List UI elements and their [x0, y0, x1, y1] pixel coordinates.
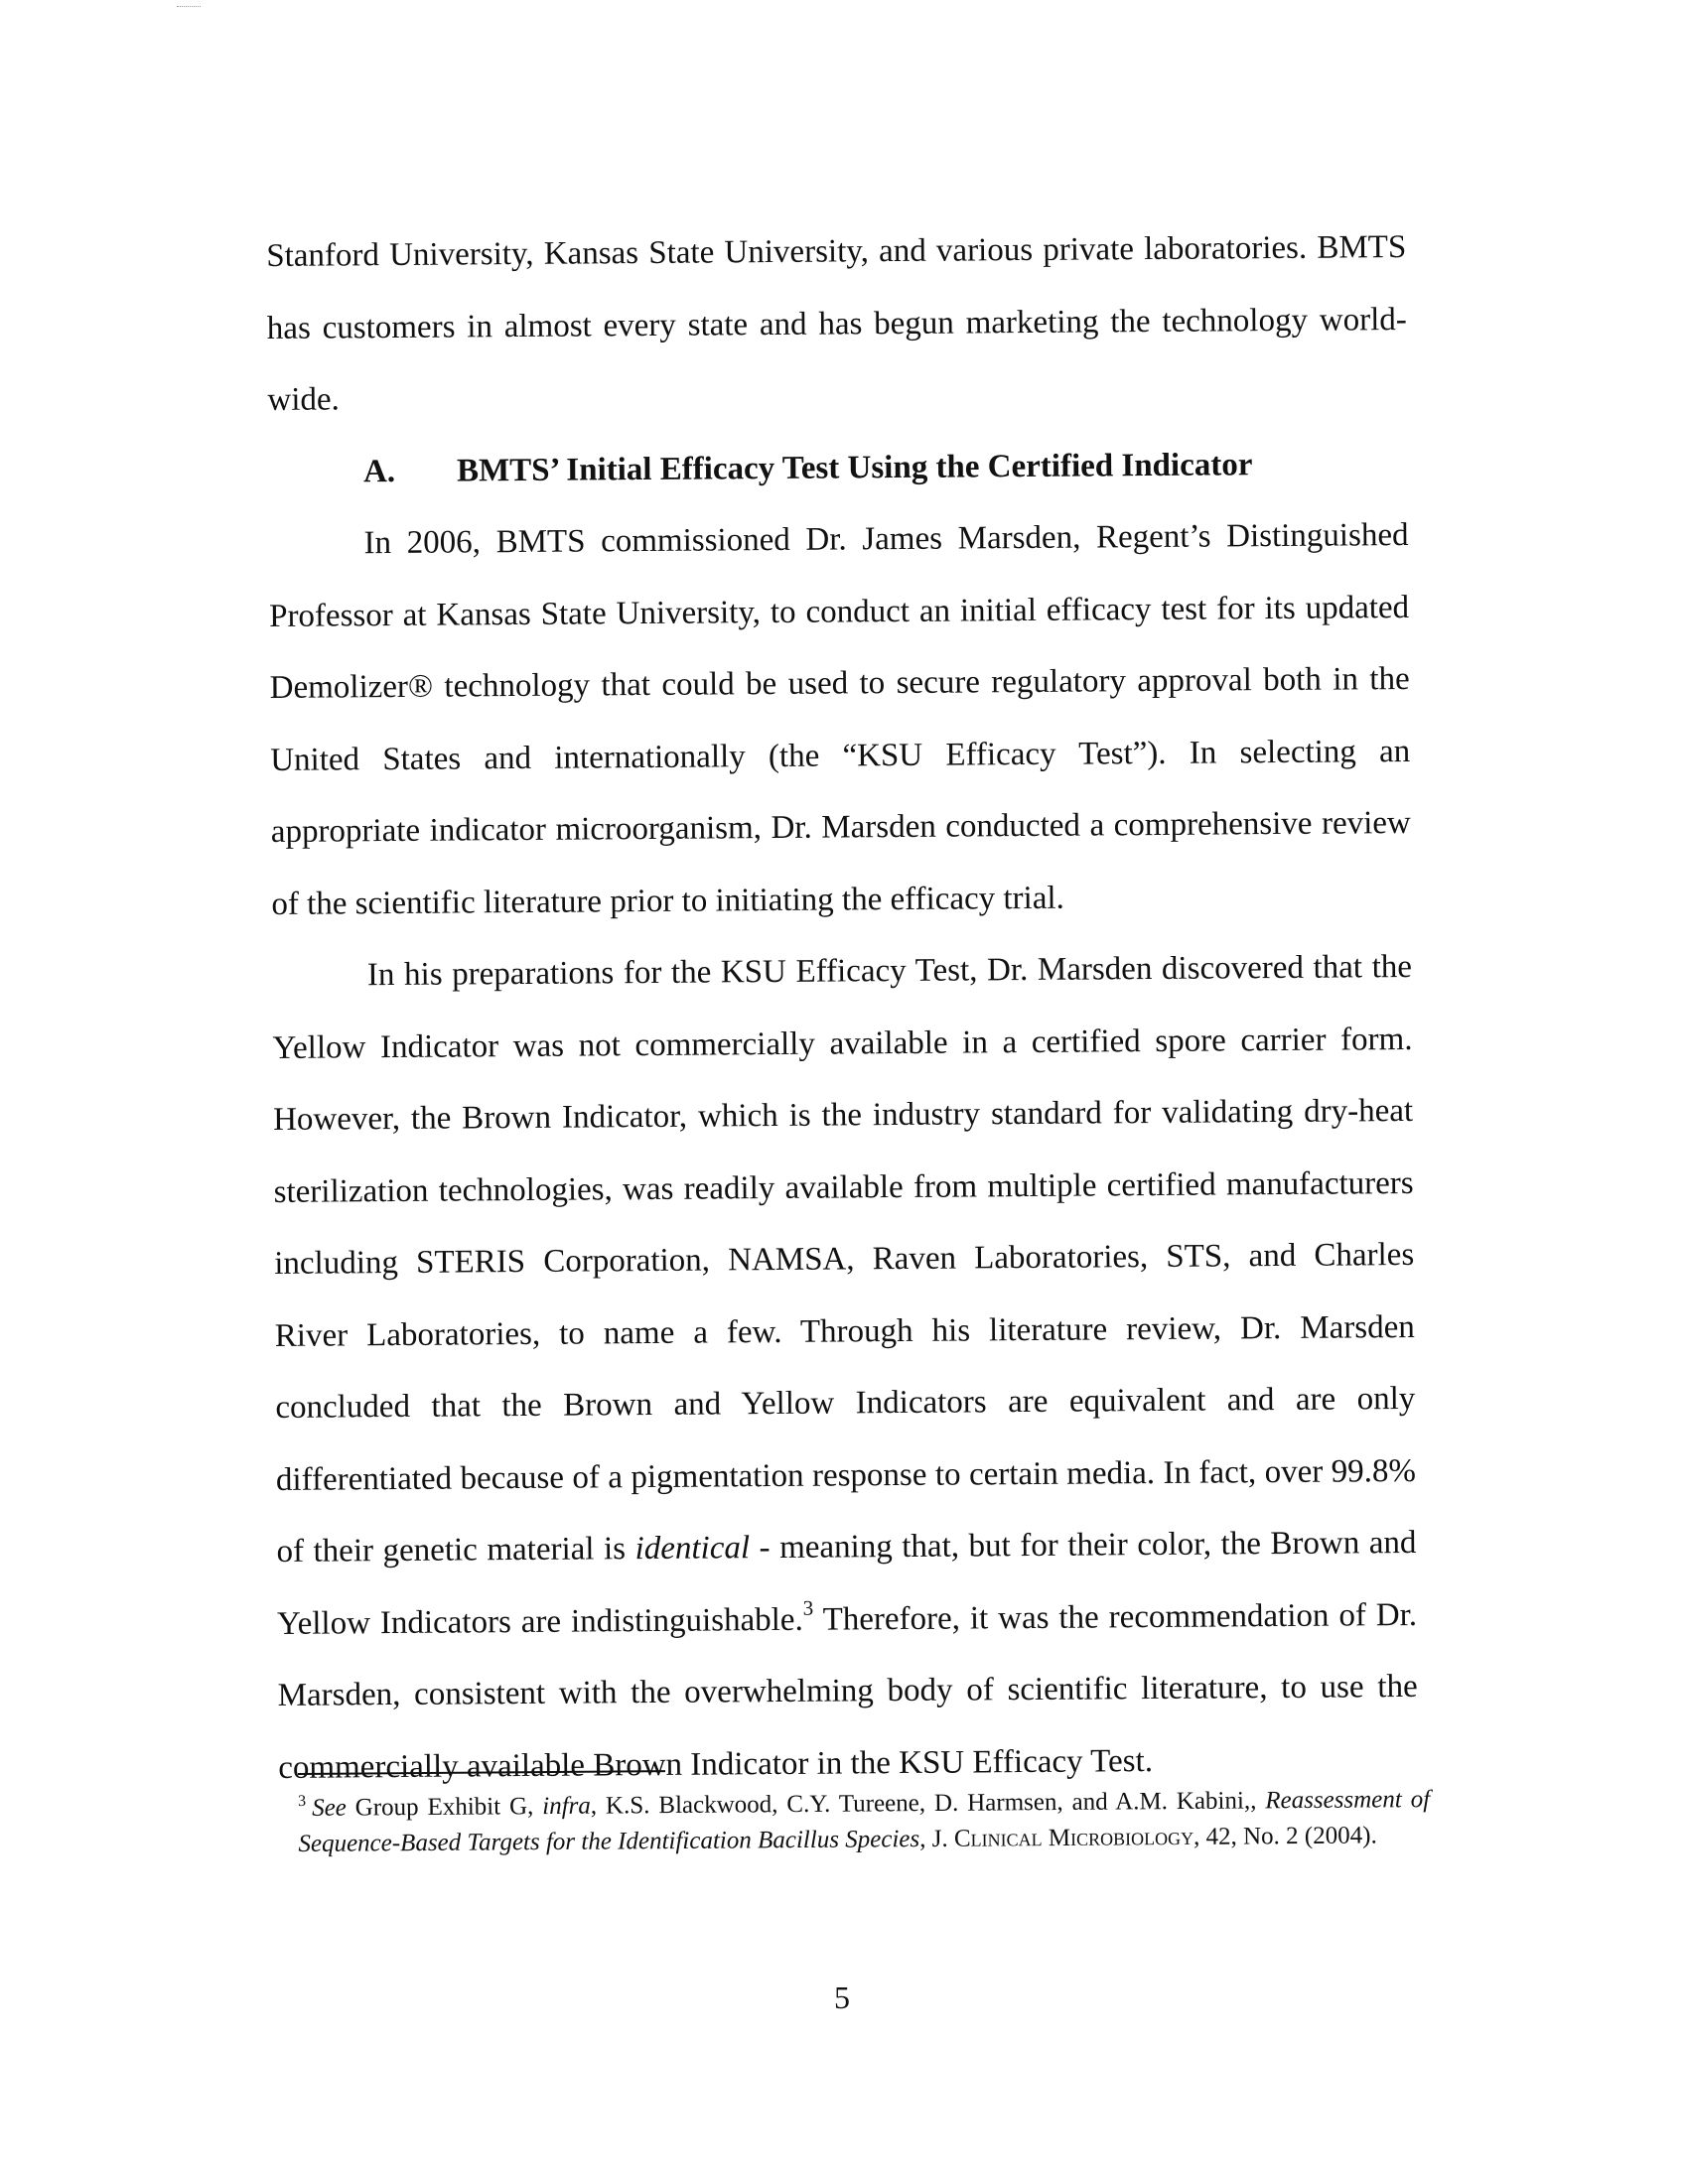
- scan-artifact-mark: [177, 6, 201, 7]
- footnote-journal-name: Clinical Microbiology: [953, 1823, 1194, 1852]
- footnote-group-exhibit: Group Exhibit G,: [346, 1793, 543, 1822]
- footnote-infra: infra: [542, 1792, 591, 1821]
- footnote-3: [298, 1782, 1431, 1862]
- paragraph-3-text-after: - meaning that, but for their color, the Brown and Yellow Indicators are indistinguishable.: [276, 1524, 1417, 1642]
- paragraph-3-text-before: In his preparations for the KSU Efficacy Test, Dr. Marsden discovered that the Yellow Indicator was not commercially available in a certified spore carrier form. However, the Brown Indicator, which is the industry standard for validating dry-heat sterilization technologies, was readily available from multiple certified manufacturers including STERIS Corporation, NAMSA, Raven Laboratories, STS, and Charles River Laboratories, to name a few. Through his literature review, Dr. Marsden concluded that the Brown and Yellow Indicators are equivalent and are only differentiated because of a pigmentation response to certain media. In fact, over 99.8% of their genetic material is: [272, 948, 1417, 1570]
- footnote-journal-prefix: , J.: [919, 1825, 955, 1853]
- footnote-citation-tail: , 42, No. 2 (2004).: [1193, 1822, 1377, 1850]
- paragraph-2-text: In 2006, BMTS commissioned Dr. James Marsden, Regent’s Distinguished Professor at Kansas State University, to conduct an initial efficacy test for its updated Demolizer® technology that could be used to secure regulatory approval both in the United States and internationally (the “KSU Efficacy Test”). In selecting an appropriate indicator microorganism, Dr. Marsden conducted a comprehensive review of the scientific literature prior to initiating the efficacy trial.: [268, 516, 1411, 922]
- paragraph-continuation: [266, 211, 1408, 437]
- paragraph-1-text: Stanford University, Kansas State University, and various private laboratories. BMTS has customers in almost every state and has begun marketing the technology world-wide.: [266, 228, 1407, 418]
- footnote-number: 3: [298, 1792, 307, 1810]
- paragraph-preparations: [272, 931, 1419, 1804]
- body-text: [266, 211, 1418, 1804]
- footnote-see: See: [312, 1794, 347, 1822]
- paragraph-ksu-efficacy-test: [268, 499, 1411, 940]
- footnote-reference[interactable]: 3: [802, 1595, 814, 1620]
- section-heading: [268, 427, 1409, 508]
- section-heading-title: BMTS’ Initial Efficacy Test Using the Certified Indicator: [456, 446, 1253, 488]
- footnote-article-title: Reassessment of Sequence-Based Targets for the Identification Bacillus Species: [298, 1786, 1431, 1857]
- footnote-authors: , K.S. Blackwood, C.Y. Tureene, D. Harmsen, and A.M. Kabini,,: [590, 1787, 1266, 1820]
- paragraph-3-text-end: Therefore, it was the recommendation of Dr. Marsden, consistent with the overwhelming body of scientific literature, to use the commercially available Brown Indicator in the KSU Efficacy Test.: [277, 1596, 1418, 1786]
- page-number: 5: [834, 1979, 850, 2015]
- paragraph-3-italic-identical: identical: [634, 1530, 751, 1568]
- section-heading-letter: A.: [362, 453, 396, 489]
